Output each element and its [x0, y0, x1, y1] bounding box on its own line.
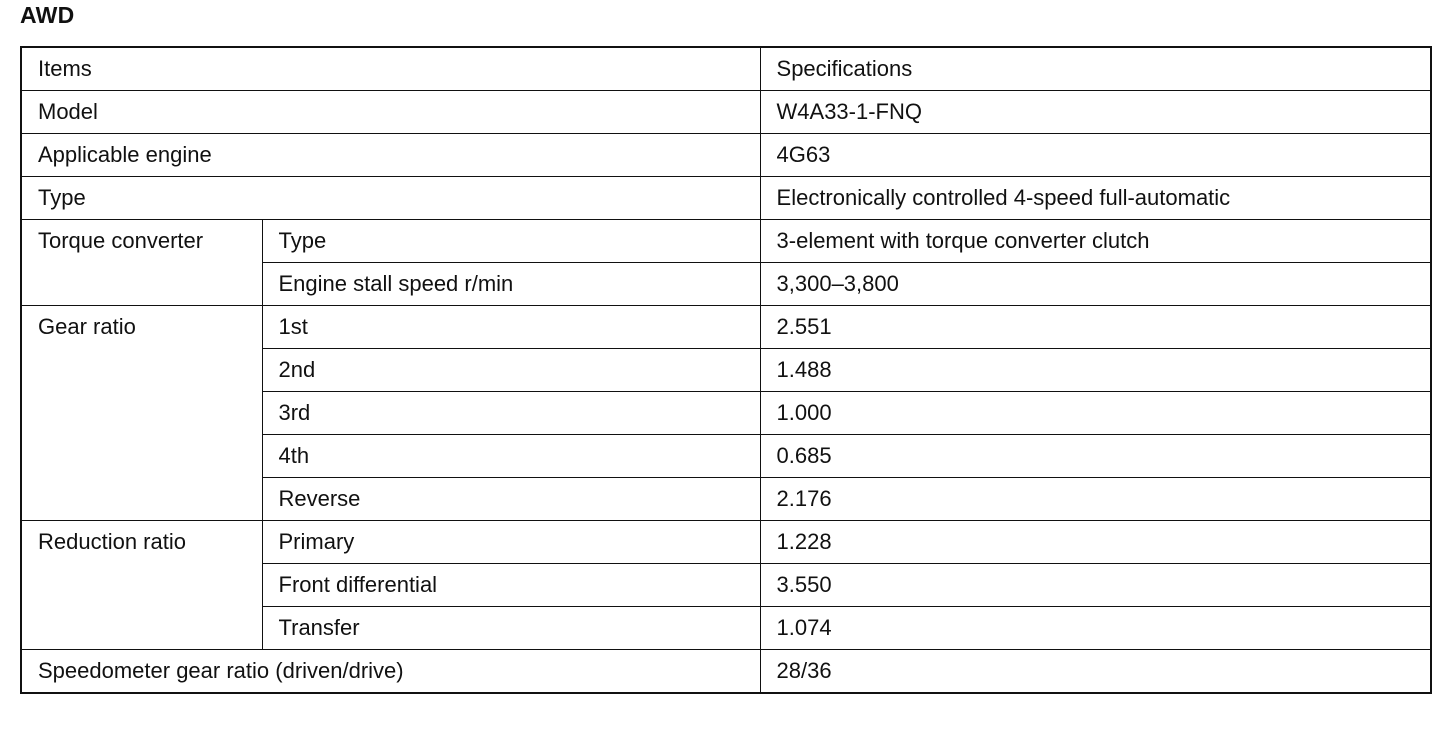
- row-label: Applicable engine: [21, 134, 760, 177]
- row-value: 1.228: [760, 521, 1431, 564]
- row-label: Type: [21, 177, 760, 220]
- table-row: [21, 650, 1431, 694]
- row-value: 3-element with torque converter clutch: [760, 220, 1431, 263]
- group-label: Reduction ratio: [21, 521, 262, 650]
- row-label: Model: [21, 91, 760, 134]
- table-row: [21, 177, 1431, 220]
- table-row: [21, 91, 1431, 134]
- row-value: 2.176: [760, 478, 1431, 521]
- table-row: [21, 220, 1431, 263]
- row-value: W4A33-1-FNQ: [760, 91, 1431, 134]
- sub-label: 3rd: [262, 392, 760, 435]
- sub-label: Reverse: [262, 478, 760, 521]
- sub-label: Primary: [262, 521, 760, 564]
- row-label: Speedometer gear ratio (driven/drive): [21, 650, 760, 694]
- table-header-row: [21, 47, 1431, 91]
- row-value: 1.000: [760, 392, 1431, 435]
- spec-table: [20, 46, 1432, 694]
- row-value: 2.551: [760, 306, 1431, 349]
- table-row: [21, 521, 1431, 564]
- row-value: 3,300–3,800: [760, 263, 1431, 306]
- sub-label: Type: [262, 220, 760, 263]
- table-row: [21, 306, 1431, 349]
- sub-label: 1st: [262, 306, 760, 349]
- table-row: [21, 134, 1431, 177]
- row-value: Electronically controlled 4-speed full-automatic: [760, 177, 1431, 220]
- row-value: 0.685: [760, 435, 1431, 478]
- sub-label: Transfer: [262, 607, 760, 650]
- group-label: Torque converter: [21, 220, 262, 306]
- page-title: AWD: [20, 2, 75, 28]
- sub-label: Front differential: [262, 564, 760, 607]
- row-value: 4G63: [760, 134, 1431, 177]
- row-value: 1.488: [760, 349, 1431, 392]
- header-specifications: Specifications: [760, 47, 1431, 91]
- header-items: Items: [21, 47, 760, 91]
- group-label: Gear ratio: [21, 306, 262, 521]
- sub-label: Engine stall speed r/min: [262, 263, 760, 306]
- row-value: 3.550: [760, 564, 1431, 607]
- row-value: 28/36: [760, 650, 1431, 694]
- sub-label: 4th: [262, 435, 760, 478]
- row-value: 1.074: [760, 607, 1431, 650]
- sub-label: 2nd: [262, 349, 760, 392]
